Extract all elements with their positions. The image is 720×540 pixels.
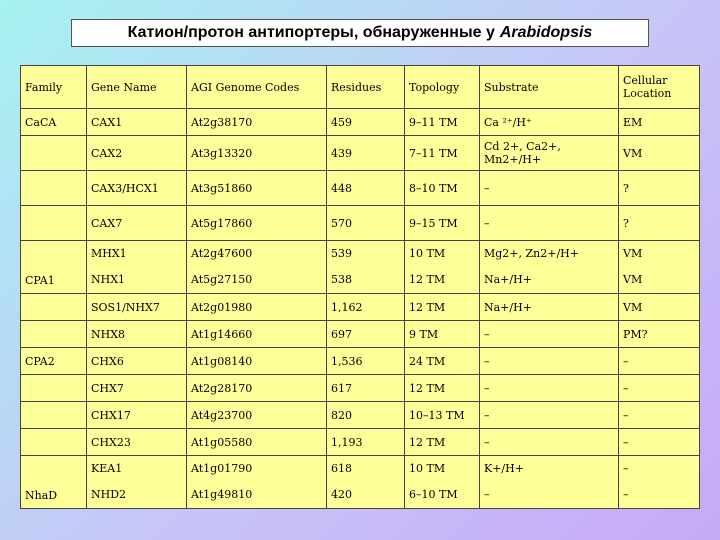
cell-substrate: K+/H+ — [484, 462, 524, 475]
cell-code: At2g28170 — [187, 375, 327, 402]
cell-topology: 9–11 TM — [405, 109, 480, 136]
cell-residues: 539 — [331, 247, 352, 260]
cell-code: At1g01790 — [191, 462, 253, 475]
cell-family — [21, 402, 87, 429]
col-header-residues: Residues — [327, 66, 405, 109]
slide-title-italic: Arabidopsis — [499, 24, 593, 41]
cell-residues: 538 — [331, 273, 352, 286]
col-header-agi-code: AGI Genome Codes — [187, 66, 327, 109]
header-row — [21, 66, 700, 109]
cell-topology-stack — [405, 456, 480, 509]
cell-topology: 10–13 TM — [405, 402, 480, 429]
cell-residues: 1,193 — [327, 429, 405, 456]
cell-topology: 10 TM — [409, 462, 446, 475]
table-row — [21, 171, 700, 206]
col-header-gene-name: Gene Name — [87, 66, 187, 109]
cell-substrate: Mg2+, Zn2+/H+ — [484, 247, 579, 260]
cell-gene-stack — [87, 456, 187, 509]
cell-topology: 10 TM — [409, 247, 446, 260]
cell-gene: CAX2 — [87, 136, 187, 171]
col-header-substrate: Substrate — [480, 66, 619, 109]
cell-substrate: – — [480, 348, 619, 375]
cell-substrate: Ca ²⁺/H⁺ — [480, 109, 619, 136]
cell-residues: 820 — [327, 402, 405, 429]
cell-topology: 9–15 TM — [405, 206, 480, 241]
cell-gene: NHX1 — [91, 273, 126, 286]
table-row — [21, 136, 700, 171]
cell-family — [21, 375, 87, 402]
cell-gene: CAX7 — [87, 206, 187, 241]
table-row — [21, 348, 700, 375]
cell-code: At3g51860 — [187, 171, 327, 206]
cell-family — [21, 136, 87, 171]
cell-location-stack — [619, 456, 700, 509]
cell-substrate-stack — [480, 456, 619, 509]
cell-code: At1g49810 — [191, 488, 253, 501]
cell-topology-stack — [405, 241, 480, 294]
cell-residues: 618 — [331, 462, 352, 475]
cell-topology: 12 TM — [405, 375, 480, 402]
cell-location-stack — [619, 241, 700, 294]
antiporter-table — [20, 65, 700, 509]
cell-family: NhaD — [21, 456, 87, 509]
cell-substrate: Na+/H+ — [484, 273, 532, 286]
cell-location: – — [623, 462, 629, 475]
cell-topology: 12 TM — [405, 429, 480, 456]
cell-substrate: Cd 2+, Ca2+, Mn2+/H+ — [480, 136, 619, 171]
col-header-topology: Topology — [405, 66, 480, 109]
cell-substrate: – — [480, 375, 619, 402]
cell-family — [21, 206, 87, 241]
cell-gene: NHX8 — [87, 321, 187, 348]
cell-residues-stack — [327, 241, 405, 294]
cell-topology: 8–10 TM — [405, 171, 480, 206]
cell-location: EM — [619, 109, 700, 136]
cell-code: At2g38170 — [187, 109, 327, 136]
cell-location: VM — [619, 294, 700, 321]
cell-location: – — [619, 429, 700, 456]
cell-substrate-stack — [480, 241, 619, 294]
cell-topology: 12 TM — [405, 294, 480, 321]
cell-code: At5g27150 — [191, 273, 253, 286]
cell-gene: SOS1/NHX7 — [87, 294, 187, 321]
cell-gene: CHX6 — [87, 348, 187, 375]
cell-code: At3g13320 — [187, 136, 327, 171]
cell-residues-stack — [327, 456, 405, 509]
table-row — [21, 402, 700, 429]
cell-code: At2g01980 — [187, 294, 327, 321]
cell-topology: 6–10 TM — [409, 488, 458, 501]
cell-residues: 1,536 — [327, 348, 405, 375]
table-row-group — [21, 241, 700, 294]
cell-family: CaCA — [21, 109, 87, 136]
cell-code: At5g17860 — [187, 206, 327, 241]
cell-topology: 24 TM — [405, 348, 480, 375]
table-row — [21, 321, 700, 348]
cell-location: VM — [619, 136, 700, 171]
table-row — [21, 294, 700, 321]
cell-residues: 570 — [327, 206, 405, 241]
cell-family — [21, 321, 87, 348]
cell-residues: 1,162 — [327, 294, 405, 321]
cell-code: At1g08140 — [187, 348, 327, 375]
cell-substrate: – — [484, 488, 490, 501]
cell-topology: 9 TM — [405, 321, 480, 348]
cell-code: At4g23700 — [187, 402, 327, 429]
cell-substrate: Na+/H+ — [480, 294, 619, 321]
cell-gene: MHX1 — [91, 247, 127, 260]
cell-topology: 12 TM — [409, 273, 446, 286]
table-row — [21, 375, 700, 402]
cell-substrate: – — [480, 429, 619, 456]
cell-location: VM — [623, 247, 643, 260]
cell-location: VM — [623, 273, 643, 286]
cell-code-stack — [187, 241, 327, 294]
cell-residues: 439 — [327, 136, 405, 171]
cell-residues: 459 — [327, 109, 405, 136]
cell-residues: 697 — [327, 321, 405, 348]
cell-gene: CHX23 — [87, 429, 187, 456]
cell-location: ? — [619, 206, 700, 241]
cell-residues: 420 — [331, 488, 352, 501]
cell-substrate: – — [480, 321, 619, 348]
cell-location: PM? — [619, 321, 700, 348]
cell-topology: 7–11 TM — [405, 136, 480, 171]
cell-location: ? — [619, 171, 700, 206]
table-row — [21, 206, 700, 241]
cell-location: – — [619, 375, 700, 402]
table-row — [21, 109, 700, 136]
table-row — [21, 429, 700, 456]
cell-location: – — [623, 488, 629, 501]
cell-code: At1g14660 — [187, 321, 327, 348]
cell-family: CPA2 — [21, 348, 87, 375]
cell-residues: 617 — [327, 375, 405, 402]
col-header-family: Family — [21, 66, 87, 109]
table-row-group — [21, 456, 700, 509]
cell-family — [21, 171, 87, 206]
cell-gene: KEA1 — [91, 462, 123, 475]
cell-gene-stack — [87, 241, 187, 294]
cell-location: – — [619, 348, 700, 375]
cell-code: At2g47600 — [191, 247, 253, 260]
cell-location: – — [619, 402, 700, 429]
cell-gene: CAX1 — [87, 109, 187, 136]
cell-family — [21, 429, 87, 456]
cell-substrate: – — [480, 171, 619, 206]
cell-family — [21, 294, 87, 321]
cell-gene: CHX7 — [87, 375, 187, 402]
cell-gene: NHD2 — [91, 488, 127, 501]
cell-gene: CAX3/HCX1 — [87, 171, 187, 206]
cell-residues: 448 — [327, 171, 405, 206]
cell-code: At1g05580 — [187, 429, 327, 456]
col-header-cellular-location: Cellular Location — [619, 66, 700, 109]
cell-family: CPA1 — [21, 241, 87, 294]
cell-gene: CHX17 — [87, 402, 187, 429]
slide-title-main: Катион/протон антипортеры, обнаруженные у — [127, 24, 495, 41]
cell-substrate: – — [480, 206, 619, 241]
cell-code-stack — [187, 456, 327, 509]
slide-title — [71, 19, 649, 47]
cell-substrate: – — [480, 402, 619, 429]
